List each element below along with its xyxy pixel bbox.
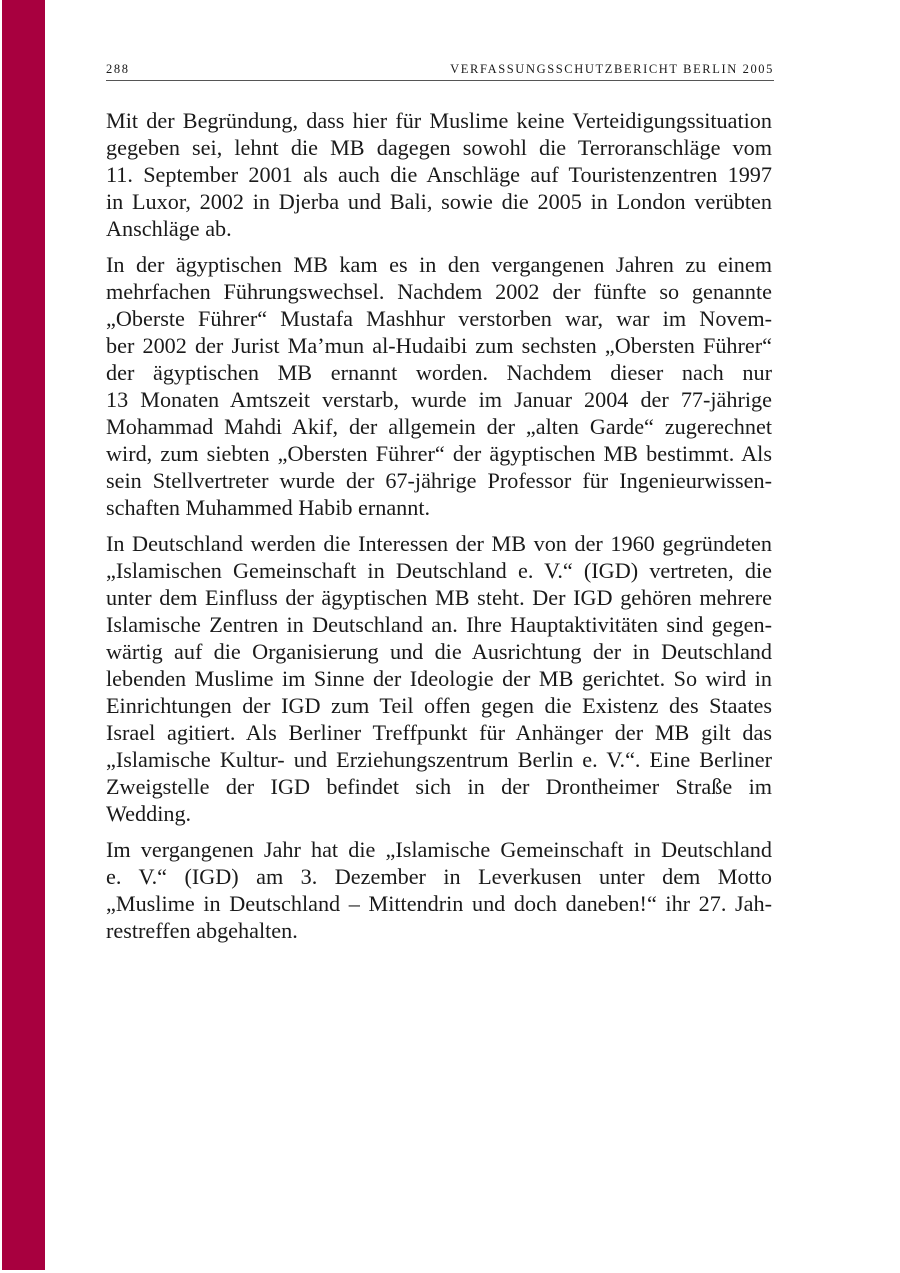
text-line: e. V.“ (IGD) am 3. Dezember in Leverkusen unter dem Motto	[106, 864, 772, 889]
text-line: schaften Muhammed Habib ernannt.	[106, 495, 431, 520]
paragraph-1	[106, 107, 772, 242]
text-line: 11. September 2001 als auch die Anschläge auf Touristenzentren 1997	[106, 162, 772, 187]
text-line: gegeben sei, lehnt die MB dagegen sowohl die Terroranschläge vom	[106, 135, 772, 160]
text-line: sein Stellvertreter wurde der 67-jährige Professor für Ingenieurwissen-	[106, 468, 772, 493]
text-line: in Luxor, 2002 in Djerba und Bali, sowie die 2005 in London verübten	[106, 189, 772, 214]
text-line: Mohammad Mahdi Akif, der allgemein der „alten Garde“ zugerechnet	[106, 414, 772, 439]
text-line: der ägyptischen MB ernannt worden. Nachdem dieser nach nur	[106, 360, 772, 385]
text-line: Mit der Begründung, dass hier für Muslime keine Verteidigungssituation	[106, 108, 772, 133]
text-line: In der ägyptischen MB kam es in den vergangenen Jahren zu einem	[106, 252, 772, 277]
text-line: mehrfachen Führungswechsel. Nachdem 2002 der fünfte so genannte	[106, 279, 772, 304]
text-line: In Deutschland werden die Interessen der MB von der 1960 gegründeten	[106, 531, 772, 556]
text-line: Israel agitiert. Als Berliner Treffpunkt für Anhänger der MB gilt das	[106, 720, 772, 745]
text-line: wird, zum siebten „Obersten Führer“ der ägyptischen MB bestimmt. Als	[106, 441, 772, 466]
text-line: Zweigstelle der IGD befindet sich in der Drontheimer Straße im	[106, 774, 772, 799]
paragraph-3	[106, 530, 772, 827]
text-line: „Islamischen Gemeinschaft in Deutschland e. V.“ (IGD) vertreten, die	[106, 558, 772, 583]
text-line: restreffen abgehalten.	[106, 918, 298, 943]
text-line: lebenden Muslime im Sinne der Ideologie der MB gerichtet. So wird in	[106, 666, 772, 691]
page-number: 288	[106, 62, 130, 76]
text-line: „Islamische Kultur- und Erziehungszentrum Berlin e. V.“. Eine Berliner	[106, 747, 772, 772]
page-header	[106, 60, 774, 81]
side-color-bar	[2, 0, 45, 1270]
running-title: VERFASSUNGSSCHUTZBERICHT BERLIN 2005	[450, 62, 774, 76]
paragraph-4	[106, 836, 772, 944]
text-line: wärtig auf die Organisierung und die Ausrichtung der in Deutschland	[106, 639, 772, 664]
text-line: Einrichtungen der IGD zum Teil offen gegen die Existenz des Staates	[106, 693, 772, 718]
text-line: ber 2002 der Jurist Ma’mun al-Hudaibi zum sechsten „Obersten Führer“	[106, 333, 772, 358]
text-line: Wedding.	[106, 801, 192, 826]
text-line: Anschläge ab.	[106, 216, 232, 241]
text-line: unter dem Einfluss der ägyptischen MB steht. Der IGD gehören mehrere	[106, 585, 772, 610]
text-line: „Oberste Führer“ Mustafa Mashhur verstorben war, war im Novem-	[106, 306, 772, 331]
text-line: Im vergangenen Jahr hat die „Islamische Gemeinschaft in Deutschland	[106, 837, 772, 862]
paragraph-2	[106, 251, 772, 521]
body-text	[106, 107, 772, 953]
text-line: „Muslime in Deutschland – Mittendrin und doch daneben!“ ihr 27. Jah-	[106, 891, 772, 916]
text-line: 13 Monaten Amtszeit verstarb, wurde im Januar 2004 der 77-jährige	[106, 387, 772, 412]
text-line: Islamische Zentren in Deutschland an. Ihre Hauptaktivitäten sind gegen-	[106, 612, 772, 637]
